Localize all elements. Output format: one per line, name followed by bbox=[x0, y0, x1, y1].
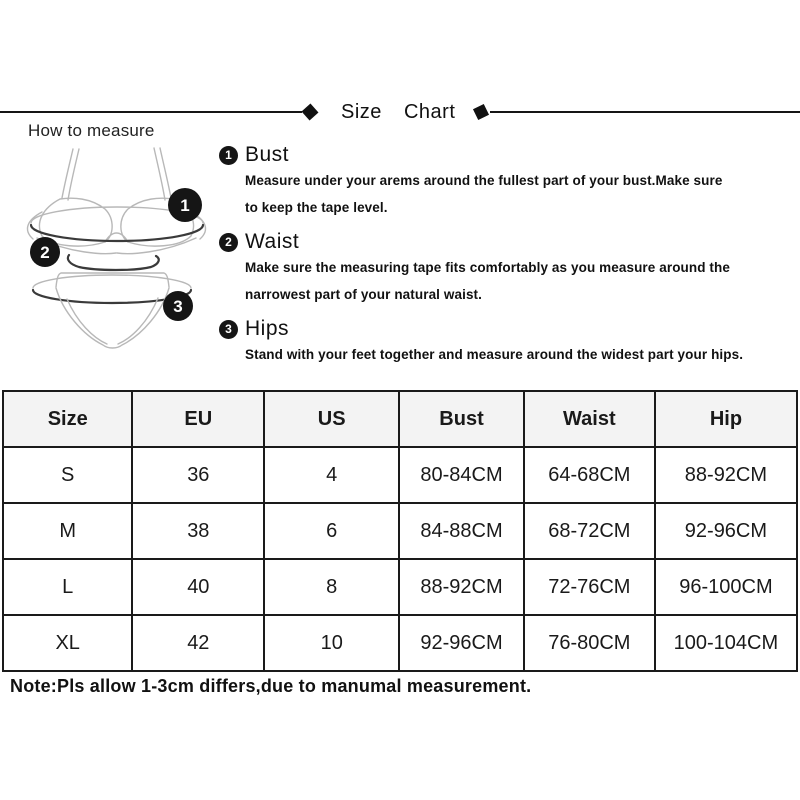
cell-us: 6 bbox=[264, 503, 399, 559]
instruction-text-line: Stand with your feet together and measure around the widest part your hips. bbox=[245, 347, 744, 362]
col-header-us: US bbox=[264, 391, 399, 447]
col-header-eu: EU bbox=[132, 391, 264, 447]
instruction-text-line: Measure under your arems around the fullest part of your bust.Make sure bbox=[245, 173, 723, 188]
figure-badge-3 bbox=[163, 291, 193, 321]
instruction-body bbox=[245, 341, 791, 368]
instruction-heading bbox=[219, 143, 791, 167]
cell-size: S bbox=[3, 447, 132, 503]
cell-eu: 36 bbox=[132, 447, 264, 503]
instruction-title: Bust bbox=[245, 143, 290, 166]
briefs-leg-line bbox=[67, 299, 107, 344]
instruction-hips bbox=[219, 317, 791, 368]
measure-instructions bbox=[219, 143, 791, 377]
cell-eu: 38 bbox=[132, 503, 264, 559]
instruction-waist bbox=[219, 230, 791, 308]
table-header-row bbox=[3, 391, 797, 447]
cell-size: M bbox=[3, 503, 132, 559]
instruction-text-line: narrowest part of your natural waist. bbox=[245, 287, 482, 302]
page-title: Size Chart bbox=[341, 100, 456, 123]
step-3-badge: 3 bbox=[219, 320, 238, 339]
table-row bbox=[3, 447, 797, 503]
briefs-leg-line bbox=[118, 298, 158, 344]
diamond-icon bbox=[302, 104, 319, 121]
instruction-body bbox=[245, 254, 791, 308]
cell-us: 10 bbox=[264, 615, 399, 671]
cell-hip: 92-96CM bbox=[655, 503, 797, 559]
cell-us: 8 bbox=[264, 559, 399, 615]
instruction-heading bbox=[219, 317, 791, 341]
step-1-badge: 1 bbox=[219, 146, 238, 165]
size-table bbox=[2, 390, 798, 672]
table-row bbox=[3, 503, 797, 559]
title-rule-right bbox=[490, 111, 800, 113]
badge-number: 3 bbox=[173, 297, 183, 316]
instruction-bust bbox=[219, 143, 791, 221]
step-2-badge: 2 bbox=[219, 233, 238, 252]
instruction-title: Waist bbox=[245, 230, 300, 253]
cell-hip: 100-104CM bbox=[655, 615, 797, 671]
col-header-waist: Waist bbox=[524, 391, 655, 447]
cell-hip: 88-92CM bbox=[655, 447, 797, 503]
cell-size: XL bbox=[3, 615, 132, 671]
briefs-outline bbox=[56, 288, 169, 348]
col-header-hip: Hip bbox=[655, 391, 797, 447]
waist-tape bbox=[68, 255, 159, 270]
col-header-size: Size bbox=[3, 391, 132, 447]
cell-waist: 76-80CM bbox=[524, 615, 655, 671]
badge-number: 2 bbox=[40, 243, 50, 262]
cell-waist: 64-68CM bbox=[524, 447, 655, 503]
cell-waist: 68-72CM bbox=[524, 503, 655, 559]
strap-line bbox=[62, 149, 73, 198]
cell-eu: 42 bbox=[132, 615, 264, 671]
instruction-title: Hips bbox=[245, 317, 290, 340]
figure-badge-1 bbox=[168, 188, 202, 222]
badge-number: 1 bbox=[180, 196, 190, 215]
instruction-body bbox=[245, 167, 791, 221]
cell-bust: 92-96CM bbox=[399, 615, 524, 671]
figure-badge-2 bbox=[30, 237, 60, 267]
cell-size: L bbox=[3, 559, 132, 615]
strap-line bbox=[160, 148, 171, 198]
instruction-text-line: Make sure the measuring tape fits comfortably as you measure around the bbox=[245, 260, 730, 275]
col-header-bust: Bust bbox=[399, 391, 524, 447]
cell-bust: 88-92CM bbox=[399, 559, 524, 615]
cell-us: 4 bbox=[264, 447, 399, 503]
bikini-measure-illustration bbox=[15, 146, 220, 384]
table-row bbox=[3, 559, 797, 615]
table-row bbox=[3, 615, 797, 671]
title-rule-left bbox=[0, 111, 302, 113]
strap-line bbox=[154, 148, 165, 200]
strap-line bbox=[68, 149, 79, 200]
instruction-heading bbox=[219, 230, 791, 254]
cell-eu: 40 bbox=[132, 559, 264, 615]
cell-hip: 96-100CM bbox=[655, 559, 797, 615]
diamond-icon bbox=[473, 104, 489, 120]
how-to-measure-label: How to measure bbox=[28, 121, 155, 140]
cell-waist: 72-76CM bbox=[524, 559, 655, 615]
cell-bust: 84-88CM bbox=[399, 503, 524, 559]
instruction-text-line: to keep the tape level. bbox=[245, 200, 388, 215]
cell-bust: 80-84CM bbox=[399, 447, 524, 503]
note-text: Note:Pls allow 1-3cm differs,due to manumal measurement. bbox=[10, 676, 532, 696]
